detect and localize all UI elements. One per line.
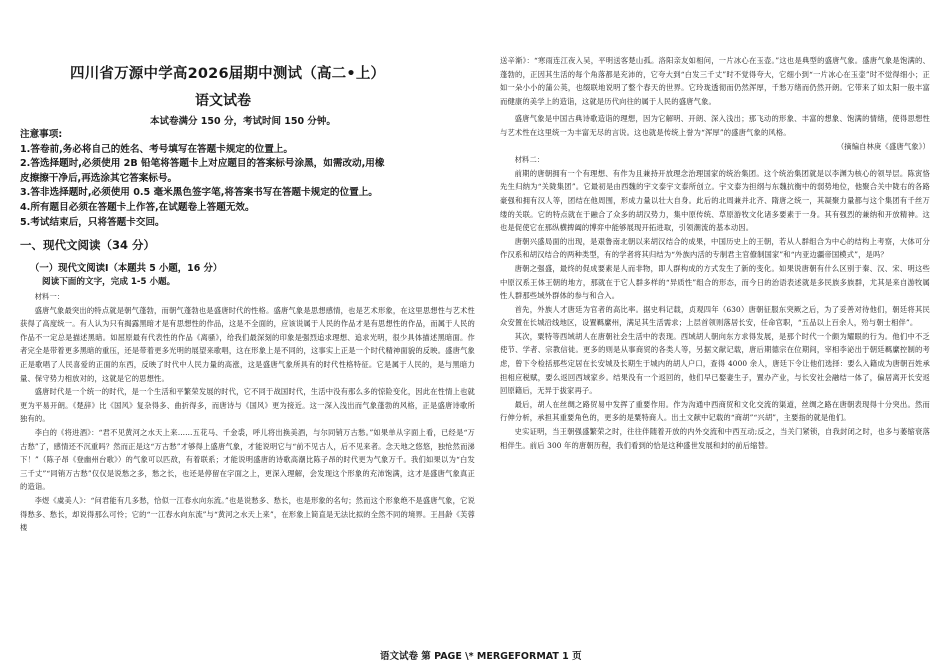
material-paragraph: 史实证明，当王朝强盛繁荣之时，往往伴随着开放的内外交流和中西互动;反之，当关门紧锁，自我封闭之时，也多与萎缩衰落相伴生。前后 300 年的唐朝历程，我们看到的恰是这种盛世发展和封的前后缩替。 <box>500 427 930 450</box>
subsection-title: （一）现代文阅读Ⅰ（本题共 5 小题，16 分） <box>30 263 223 274</box>
material-continued <box>500 54 930 452</box>
material-paragraph: 首先，外族人才唐廷为官者的高比率。据史料记载，贞观四年（630）唐朝征服东突厥之后，为了妥善对待他们，朝廷将其民众安置在长城沿线地区，设置羁縻州，满足其生活需求；上层首领则落居长安，任命官职，“五品以上百余人，殆与朝士相伴”。 <box>500 304 930 328</box>
material-label: 材料二： <box>514 155 545 165</box>
left-column <box>20 0 475 671</box>
material-label: 材料一： <box>34 292 65 301</box>
notes-item: 4.所有题目必须在答题卡上作答,在试题卷上答题无效。 <box>20 201 255 213</box>
material-paragraph: 前期的唐朝拥有一个有理想、有作为且兼持开放理念治理国家的统治集团。这个统治集团就是以李渊为核心的领导层。陈寅恪先生归纳为“关陇集团”。它最初是由西魏的宇文泰宇文泰所创立。宇文泰为担纲与东魏抗衡中的弱势地位，他聚合关中陇右的各路豪强和拥有汉人等，团结在他周围，形成力量以壮大自身。此后的北周兼并北齐、隋唐之统一，其凝聚力量都与这个集团有千丝万缕的关联。它的特点就在于融合了众多的胡汉势力，集中原传统、草原游牧文化诸多要素于一身。其有强烈的兼纳和开放精神。这也是促使它在那纵横捭阖的博弈中能够展现开拓进取，引领潮流的基本动因。 <box>500 168 930 233</box>
material-paragraph: 最后，胡人在丝绸之路贸易中发挥了重要作用。作为沟通中西商贸和文化交流的渠道，丝绸之路在唐朝表现得十分突出。然而行伸分析，承担其重要角色的，更多的是粟特商人。出土文献中记载的“商胡”“兴胡”，主要指的就是他们。 <box>500 399 930 423</box>
notes-item: 2.答选择题时,必须使用 2B 铅笔将答题卡上对应题目的答案标号涂黑，如需改动,用橡 <box>20 158 385 170</box>
notes-item: 皮擦擦干净后,再选涂其它答案标号。 <box>20 172 178 184</box>
notes-item: 3.答非选择题时,必须使用 0.5 毫米黑色签字笔,将答案书写在答题卡规定的位置上。 <box>20 187 378 199</box>
notes-block <box>20 128 475 230</box>
material-source: （摘编自林庚《盛唐气象》） <box>836 141 930 151</box>
material-paragraph: 李白的《将进酒》：“君不见黄河之水天上来……五花马、千金裘，呼儿将出换美酒，与尔同销万古愁。”如果单从字面上看，已经是“万古愁”了，感情还不沉重吗？然而正是这“万古愁”才够得上盛唐气象，才能说明它与“前不见古人，后不见来者。念天地之悠悠，独怆然而涕下！”（陈子昂《登幽州台歌》）的气象可以匹敌，有着联系；才能说明盛唐的诗歌高潮比陈子昂的时代更为气象万千。我们如果以为“白发三千丈”“同销万古愁”仅仅是说愁之多，愁之长，也还是停留在字面之上，更深入理解，会发现这个形象的充沛饱满，这才是盛唐气象真正的造诣。 <box>20 427 475 492</box>
notes-heading: 注意事项: <box>20 129 63 140</box>
material-paragraph: 盛唐时代是一个统一的时代，是一个生活和平繁荣发展的时代，它不同于战国时代，生活中没有那么多的惊险变化，因此在性情上也就更为平易开朗。《楚辞》比《国风》复杂得多、曲折得多，而唐诗与《国风》更为接近。这一深入浅出而气象蓬勃的风格，正是盛唐诗歌所独有的。 <box>20 387 475 424</box>
material-paragraph: 李煜《虞美人》：“问君能有几多愁，恰似一江春水向东流。”也是说愁多、愁长，也是形象的名句；然而这个形象绝不是盛唐气象，它说得愁多、愁长，却说得那么可怜；它的“一江春水向东流”与“黄河之水天上来”，在形象上简直是无法比拟的全然不同的境界。王昌龄《芙蓉楼 <box>20 495 475 533</box>
notes-item: 5.考试结束后，只将答题卡交回。 <box>20 216 165 228</box>
exam-meta: 本试卷满分 150 分，考试时间 150 分钟。 <box>150 116 336 127</box>
material-paragraph: 盛唐气象是中国古典诗歌造诣的理想，因为它解明、开朗、深入浅出；那飞动的形象、丰富的想象、饱满的情绪，使得思想性与艺术性在这里统一为丰富无尽的言说。这也就是传统上誉为“浑厚”的盛唐气象的风格。 <box>500 114 930 137</box>
right-column <box>500 0 930 671</box>
material-paragraph: 其次，粟特等西域胡人在唐朝社会生活中的表现。西域胡人朝向东方求得发展，是那个时代一个颇为耀眼的行为。他们中不乏使节、学者、宗教信徒。更多的则是从事商贸的各类人等，另据文献记载，唐后期德宗在位期间，宰相李泌出于朝廷羁縻控制的考虑，曾下令检括那些定居在长安城及长期生于城内的胡人户口，查得 4000 余人，唐廷下令让他们选择：要么入籍成为唐朝百姓承担相应税赋，要么返回西域家乡。结果没有一个返回的，他们早已娶妻生子，置办产业，与长安社会融结一体了，偏居离开长安返回原籍后，无异于拔家再子。 <box>500 331 930 396</box>
material-paragraph: 唐朝兴盛局面的出现，是艰鲁南北朝以来胡汉结合的成果，中国历史上的王朝，若从人群组合为中心的结构上考察，大体可分作汉系和胡汉结合的两种类型，有的学者将其归结为“外族内活的专制君主官僚制国家”和“内亚边疆帝国模式”，是吗？ <box>500 236 930 260</box>
material-one <box>20 290 475 535</box>
material-paragraph: 送辛渐》：“寒雨连江夜入吴，平明送客楚山孤。洛阳亲友如相问，一片冰心在玉壶。”这也是典型的盛唐气象。盛唐气象是饱满的、蓬勃的，正因其生活的每个角落都是充沛的，它夸大到“白发三千丈”时不觉得夸大，它细小到“一片冰心在玉壶”时不觉得细小；正如一朵小小的蒲公英，也缀联地说明了整个春天的世界。它玲珑透彻而仍然浑厚，千愁万绪而仍然开朗。它带来了如太阳一般丰富而健康的美学上的造诣，这就是历代向往的属于人民的盛唐气象。 <box>500 56 930 106</box>
material-paragraph: 唐朝之强盛，最终的促成要素是人而非物，即人群构成的方式发生了新的变化。如果说唐朝有什么区别于秦、汉、宋、明这些中原汉系王体王朝的地方，那就在于它人群多样的“异质性”组合的形态，而今日的治语表述就是多民族多族群，尤其是来自游牧属性人群那些域外群体的参与和合入。 <box>500 263 930 301</box>
exam-title: 四川省万源中学高2026届期中测试（高二•上） <box>70 66 386 82</box>
section-title: 一、现代文阅读（34 分） <box>20 238 156 252</box>
reading-instruction: 阅读下面的文字，完成 1-5 小题。 <box>42 277 176 287</box>
subject-title: 语文试卷 <box>195 93 251 109</box>
page-footer: 语文试卷 第 PAGE \* MERGEFORMAT 1 页 <box>380 651 582 662</box>
material-paragraph: 盛唐气象最突出的特点就是朝气蓬勃，而朝气蓬勃也是盛唐时代的性格。盛唐气象是思想感情，也是艺术形象，在这里思想性与艺术性获得了高度统一。有人认为只有揭露黑暗才是有思想性的作品，这是不全面的，应该说属于人民的作品才是有思想性的作品，而属于人民的作品不一定总是描述黑暗。如屈原最有代表性的作品《离骚》，给我们最深刻的印象是强烈追求理想、追求光明，很少具体描述黑暗面。作者完全是带着更多黑暗的重压，还是带着更多光明的展望来歌唱，这在形象上是不同的，这事实上正是一个时代精神面貌的反映。盛唐气象正是歌唱了人民喜爱的正面的东西，反映了时代中人民力量的高涨，这是盛唐气象所具有的时代性格特征。它是属于人民的，是与黑暗力量、保守势力相放对的，这就是它的思想性。 <box>20 305 475 383</box>
notes-item: 1.答卷前,务必将自己的姓名、考号填写在答题卡规定的位置上。 <box>20 143 293 155</box>
